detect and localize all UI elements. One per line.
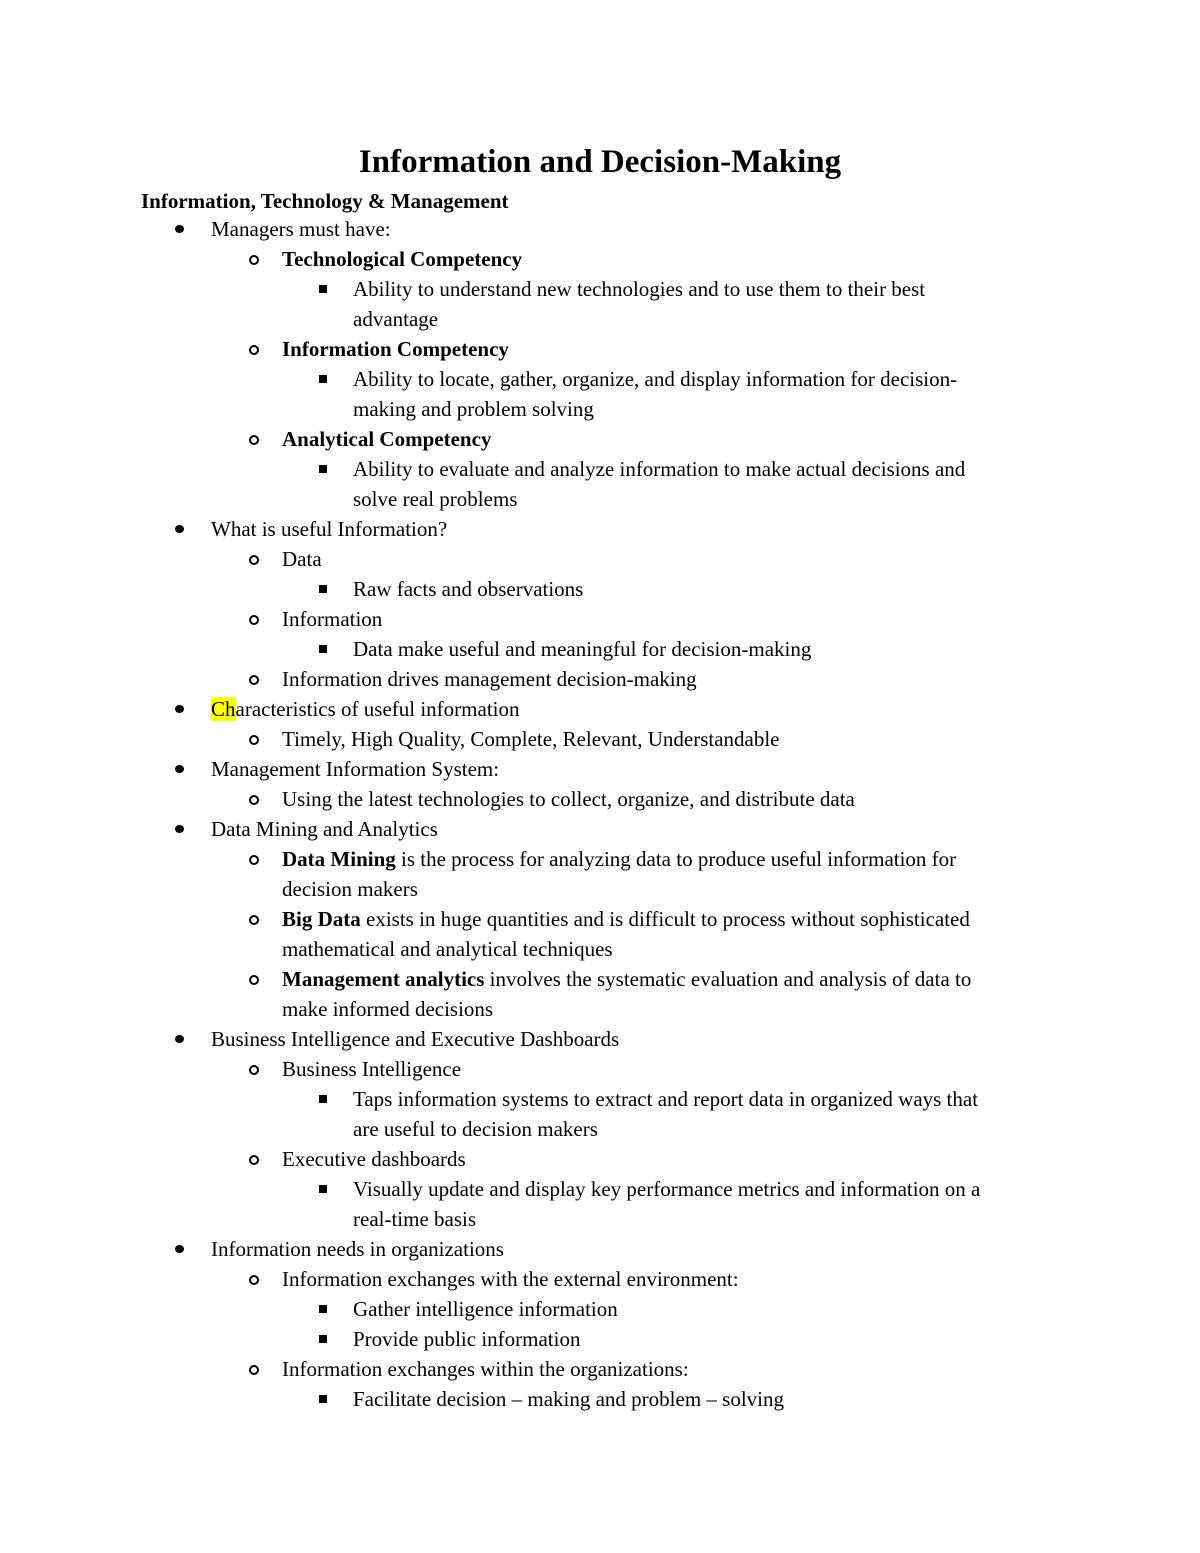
outline-line-level-2 [0, 1054, 1200, 1084]
outline-line-text [282, 334, 509, 364]
outline-line-level-2 [0, 244, 1200, 274]
outline-line-level-3 [0, 1084, 1200, 1114]
line-body: Using the latest technologies to collect, organize, and distribute data [282, 787, 855, 811]
outline-line-level-2 [0, 334, 1200, 364]
line-body: Information drives management decision-making [282, 667, 697, 691]
outline-line-text [353, 1174, 980, 1204]
outline-line-text [282, 1354, 689, 1384]
outline-line-text [282, 994, 493, 1024]
outline-line-level-3 [0, 484, 1200, 514]
outline-line-text [282, 544, 322, 574]
outline-line-level-3 [0, 394, 1200, 424]
line-body: Business Intelligence [282, 1057, 462, 1081]
outline-line-text [282, 964, 971, 994]
outline-line-text [211, 814, 438, 844]
outline-line-level-2 [0, 874, 1200, 904]
square-bullet-icon [319, 1395, 327, 1403]
square-bullet-icon [319, 1185, 327, 1193]
outline-line-level-3 [0, 574, 1200, 604]
outline-line-level-2 [0, 544, 1200, 574]
filled-circle-bullet-icon [175, 225, 184, 233]
square-bullet-icon [319, 375, 327, 383]
line-body: decision makers [282, 877, 418, 901]
outline-line-text [353, 1384, 784, 1414]
section-heading: Information, Technology & Management [141, 189, 509, 213]
outline-line-level-1 [0, 214, 1200, 244]
line-body: Facilitate decision – making and problem – solving [353, 1387, 785, 1411]
outline-line-level-3 [0, 274, 1200, 304]
outline-line-text [353, 1294, 618, 1324]
hollow-circle-bullet-icon [249, 975, 259, 985]
line-body: make informed decisions [282, 997, 494, 1021]
line-body: making and problem solving [353, 397, 594, 421]
hollow-circle-bullet-icon [249, 855, 259, 865]
outline-line-level-2 [0, 964, 1200, 994]
line-body: What is useful Information? [211, 517, 448, 541]
hollow-circle-bullet-icon [249, 255, 259, 265]
outline-line-level-1 [0, 514, 1200, 544]
square-bullet-icon [319, 645, 327, 653]
line-body: Business Intelligence and Executive Dashboards [211, 1027, 620, 1051]
outline-list [0, 214, 1200, 1414]
line-body: Gather intelligence information [353, 1297, 618, 1321]
line-body: Executive dashboards [282, 1147, 466, 1171]
outline-line-level-2 [0, 724, 1200, 754]
outline-line-level-2 [0, 934, 1200, 964]
outline-line-level-2 [0, 604, 1200, 634]
outline-line-level-3 [0, 1384, 1200, 1414]
line-body: involves the systematic evaluation and analysis of data to [484, 967, 972, 991]
outline-line-text [353, 1114, 598, 1144]
square-bullet-icon [319, 585, 327, 593]
outline-line-level-1 [0, 814, 1200, 844]
outline-line-text [353, 634, 811, 664]
outline-line-text [211, 694, 520, 724]
line-body: Timely, High Quality, Complete, Relevant, Understandable [282, 727, 780, 751]
hollow-circle-bullet-icon [249, 795, 259, 805]
line-body: Raw facts and observations [353, 577, 584, 601]
hollow-circle-bullet-icon [249, 1155, 259, 1165]
outline-line-text [353, 394, 594, 424]
bold-term: Data Mining [282, 847, 396, 871]
square-bullet-icon [319, 465, 327, 473]
outline-line-text [211, 214, 391, 244]
outline-line-level-3 [0, 1114, 1200, 1144]
outline-line-level-1 [0, 1234, 1200, 1264]
line-body: Taps information systems to extract and report data in organized ways that [353, 1087, 979, 1111]
line-body: Visually update and display key performance metrics and information on a [353, 1177, 981, 1201]
outline-line-level-3 [0, 1324, 1200, 1354]
hollow-circle-bullet-icon [249, 735, 259, 745]
line-body: Ability to locate, gather, organize, and display information for decision- [353, 367, 958, 391]
line-body: advantage [353, 307, 439, 331]
hollow-circle-bullet-icon [249, 1275, 259, 1285]
bold-term: Information Competency [282, 337, 509, 361]
filled-circle-bullet-icon [175, 705, 184, 713]
line-body: Information exchanges within the organizations: [282, 1357, 689, 1381]
outline-line-text [282, 1264, 739, 1294]
hollow-circle-bullet-icon [249, 615, 259, 625]
hollow-circle-bullet-icon [249, 915, 259, 925]
outline-line-level-2 [0, 1144, 1200, 1174]
outline-line-text [282, 1054, 461, 1084]
filled-circle-bullet-icon [175, 765, 184, 773]
outline-line-text [353, 1324, 580, 1354]
outline-line-text [282, 874, 418, 904]
line-body: Data Mining and Analytics [211, 817, 438, 841]
outline-line-text [353, 274, 925, 304]
outline-line-text [211, 1234, 504, 1264]
hollow-circle-bullet-icon [249, 1365, 259, 1375]
line-body: Data [282, 547, 322, 571]
outline-line-level-3 [0, 1294, 1200, 1324]
hollow-circle-bullet-icon [249, 675, 259, 685]
bold-term: Technological Competency [282, 247, 523, 271]
outline-line-text [282, 424, 491, 454]
line-body: Ability to evaluate and analyze information to make actual decisions and [353, 457, 966, 481]
line-body: Management Information System: [211, 757, 500, 781]
outline-line-level-2 [0, 844, 1200, 874]
outline-line-level-3 [0, 634, 1200, 664]
line-body: Information needs in organizations [211, 1237, 504, 1261]
outline-line-text [353, 304, 438, 334]
line-body: are useful to decision makers [353, 1117, 598, 1141]
bold-term: Big Data [282, 907, 361, 931]
line-body: solve real problems [353, 487, 518, 511]
line-body: Provide public information [353, 1327, 581, 1351]
outline-line-level-2 [0, 1354, 1200, 1384]
outline-line-level-3 [0, 364, 1200, 394]
outline-line-text [353, 574, 583, 604]
outline-line-text [211, 514, 447, 544]
square-bullet-icon [319, 285, 327, 293]
outline-line-level-3 [0, 1174, 1200, 1204]
outline-line-text [282, 1144, 466, 1174]
line-body: Managers must have: [211, 217, 391, 241]
outline-line-text [353, 1084, 978, 1114]
outline-line-text [282, 904, 970, 934]
outline-line-text [353, 364, 957, 394]
outline-line-text [282, 664, 697, 694]
hollow-circle-bullet-icon [249, 435, 259, 445]
line-body: Information exchanges with the external environment: [282, 1267, 739, 1291]
outline-line-text [353, 454, 965, 484]
outline-line-level-2 [0, 664, 1200, 694]
outline-line-level-3 [0, 454, 1200, 484]
filled-circle-bullet-icon [175, 525, 184, 533]
square-bullet-icon [319, 1305, 327, 1313]
outline-line-text [282, 844, 956, 874]
line-body: real-time basis [353, 1207, 477, 1231]
highlighted-text: Ch [211, 697, 236, 721]
outline-line-level-3 [0, 1204, 1200, 1234]
line-body: Ability to understand new technologies and to use them to their best [353, 277, 926, 301]
line-body: is the process for analyzing data to produce useful information for [395, 847, 957, 871]
hollow-circle-bullet-icon [249, 555, 259, 565]
bold-term: Management analytics [282, 967, 485, 991]
outline-line-text [211, 754, 499, 784]
filled-circle-bullet-icon [175, 1245, 184, 1253]
document-title: Information and Decision-Making [358, 144, 842, 180]
square-bullet-icon [319, 1095, 327, 1103]
outline-line-text [211, 1024, 619, 1054]
filled-circle-bullet-icon [175, 825, 184, 833]
outline-line-level-2 [0, 424, 1200, 454]
outline-line-text [282, 604, 382, 634]
line-body: Information [282, 607, 383, 631]
outline-line-level-2 [0, 1264, 1200, 1294]
line-body: Data make useful and meaningful for decision-making [353, 637, 812, 661]
outline-line-text [282, 934, 613, 964]
hollow-circle-bullet-icon [249, 1065, 259, 1075]
hollow-circle-bullet-icon [249, 345, 259, 355]
outline-line-level-2 [0, 994, 1200, 1024]
bold-term: Analytical Competency [282, 427, 492, 451]
outline-line-level-1 [0, 754, 1200, 784]
outline-line-text [282, 244, 522, 274]
outline-line-level-3 [0, 304, 1200, 334]
line-body: exists in huge quantities and is difficult to process without sophisticated [360, 907, 970, 931]
outline-line-text [353, 484, 517, 514]
filled-circle-bullet-icon [175, 1035, 184, 1043]
outline-line-text [282, 784, 855, 814]
outline-line-level-2 [0, 904, 1200, 934]
line-body: aracteristics of useful information [235, 697, 520, 721]
outline-line-level-2 [0, 784, 1200, 814]
square-bullet-icon [319, 1335, 327, 1343]
outline-line-level-1 [0, 694, 1200, 724]
outline-line-text [353, 1204, 476, 1234]
outline-line-text [282, 724, 780, 754]
line-body: mathematical and analytical techniques [282, 937, 613, 961]
outline-line-level-1 [0, 1024, 1200, 1054]
